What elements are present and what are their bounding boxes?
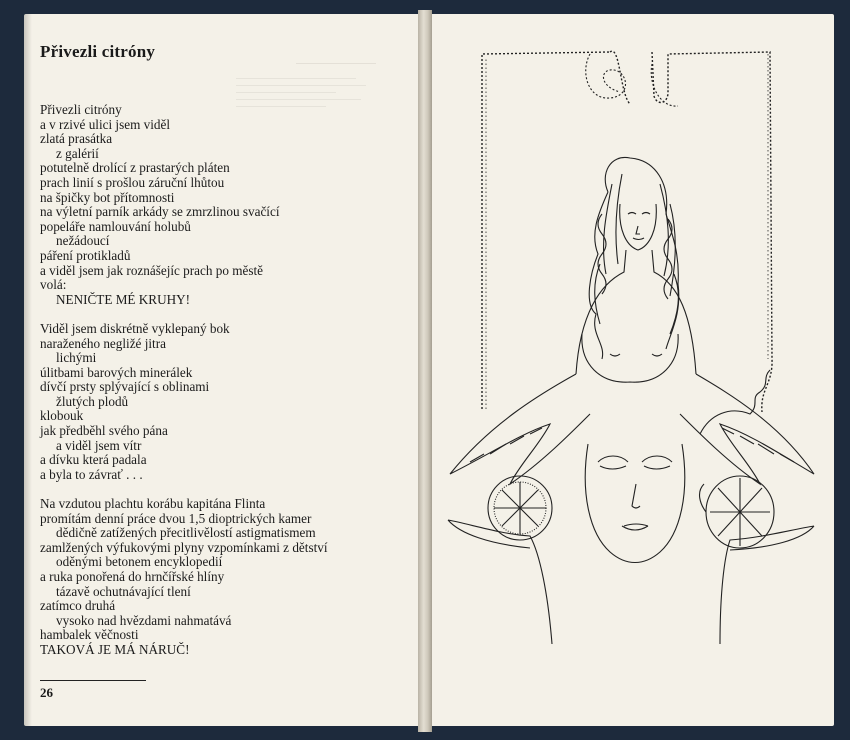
- poem-line: úlitbami barových minerálek: [40, 364, 193, 380]
- poem-line: a dívku která padala: [40, 452, 147, 468]
- poem-line: prach linií s prošlou záruční lhůtou: [40, 174, 225, 190]
- poem-line: Na vzdutou plachtu korábu kapitána Flinta: [40, 496, 266, 512]
- poem-line: potutelně drolící z prastarých pláten: [40, 160, 230, 176]
- poem-line: páření protikladů: [40, 247, 131, 263]
- poem-line: klobouk: [40, 408, 84, 424]
- poem-line: zlatá prasátka: [40, 131, 113, 147]
- poem-line: popeláře namlouvání holubů: [40, 218, 191, 234]
- poem-line: a byla to závrať . . .: [40, 466, 143, 482]
- poem-line: zatímco druhá: [40, 598, 116, 614]
- poem-line: na výletní parník arkády se zmrzlinou svačící: [40, 204, 280, 220]
- page-number: 26: [40, 685, 53, 700]
- poem-line: a v rzivé ulici jsem viděl: [40, 116, 171, 132]
- right-hand: [720, 526, 814, 644]
- stanza-break: [40, 482, 410, 497]
- poem-line: hambalek věčnosti: [40, 627, 139, 643]
- poem-line: z galérií: [56, 145, 99, 161]
- poem-line: a ruka ponořená do hrnčířské hlíny: [40, 569, 225, 584]
- left-wing: [450, 374, 590, 484]
- right-wing: [680, 374, 814, 484]
- loop-squiggle: [586, 54, 626, 98]
- poem-line: Přivezli citróny: [40, 102, 122, 117]
- line-drawing-illustration: [430, 14, 834, 726]
- poem-body: [40, 103, 410, 658]
- poem-line: lichými: [56, 350, 97, 366]
- poem-line: promítám denní práce dvou 1,5 dioptrických kamer: [40, 510, 312, 526]
- poem-line: na špičky bot přítomnosti: [40, 189, 175, 205]
- poem-line: vysoko nad hvězdami nahmatává: [56, 612, 232, 628]
- poem-line: volá:: [40, 277, 67, 293]
- hair: [589, 157, 679, 359]
- poem-line: žlutých plodů: [56, 393, 129, 409]
- stanza-break: [40, 307, 410, 322]
- poem-line: TAKOVÁ JE MÁ NÁRUČ!: [40, 641, 190, 657]
- poem-line: jak předběhl svého pána: [40, 423, 168, 439]
- poem-line: tázavě ochutnávající tlení: [56, 583, 191, 599]
- poem-line: naraženého negližé jitra: [40, 335, 166, 351]
- page-edge-shadow: [24, 14, 32, 726]
- poem-title: Přivezli citróny: [40, 42, 156, 61]
- poem-line: zamlžených výfukovými plyny vzpomínkami z dětství: [40, 539, 328, 555]
- lower-face: [585, 444, 685, 563]
- poem-line: dívčí prsty splývající s oblinami: [40, 379, 210, 395]
- poem-line: dědičně zatížených přecitlivělostí astigmatismem: [56, 525, 316, 541]
- poem-line: Viděl jsem diskrétně vyklepaný bok: [40, 320, 230, 336]
- poem-line: NENIČTE MÉ KRUHY!: [56, 291, 191, 307]
- poem-line: oděnými betonem encyklopedií: [56, 554, 223, 570]
- dashed-frame: [482, 51, 772, 412]
- poem-line: a viděl jsem vítr: [56, 437, 142, 453]
- footer-rule: [40, 680, 146, 681]
- poem-line: a viděl jsem jak roznášejíc prach po městě: [40, 262, 264, 278]
- poem-line: nežádoucí: [56, 233, 110, 249]
- left-hand: [448, 520, 552, 644]
